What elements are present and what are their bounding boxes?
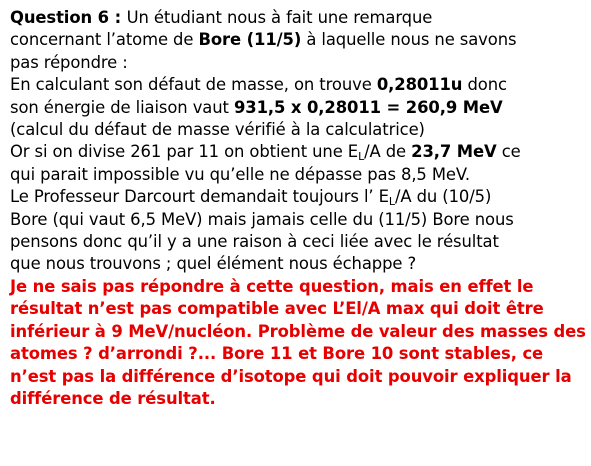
- question-line-11: pensons donc qu’il y a une raison à ceci liée avec le résultat: [10, 232, 499, 252]
- question-line-1: [10, 7, 582, 29]
- bold-bore-11-5: Bore (11/5): [198, 30, 302, 50]
- text-span: Or si on divise 261 par 11 on obtient une E: [10, 142, 359, 162]
- answer-line-4: atomes ? d’arrondi ?... Bore 11 et Bore 10 sont stables, ce: [10, 344, 544, 364]
- bold-binding-energy: 931,5 x 0,28011 = 260,9 MeV: [233, 97, 503, 117]
- question-line-5: [10, 97, 582, 119]
- bold-mass-defect: 0,28011u: [376, 75, 463, 95]
- question-line-2: [10, 29, 582, 51]
- text-span: à laquelle nous ne savons: [301, 30, 517, 50]
- question-block: [10, 7, 582, 276]
- answer-block: [10, 276, 586, 410]
- answer-line-2: résultat n’est pas compatible avec L’El/A max qui doit être: [10, 299, 544, 319]
- document-page: [10, 7, 586, 410]
- question-label: Question 6: [10, 8, 109, 27]
- subscript-l: L: [388, 195, 395, 209]
- text-span: son énergie de liaison vaut: [10, 97, 234, 117]
- text-span: En calculant son défaut de masse, on trouve: [10, 75, 377, 95]
- bold-energy-per-nucleon: 23,7 MeV: [411, 142, 497, 162]
- text-span: concernant l’atome de: [10, 30, 199, 50]
- question-line-4: [10, 74, 582, 96]
- text-span: Le Professeur Darcourt demandait toujours l’ E: [10, 187, 389, 207]
- question-line-3: pas répondre :: [10, 52, 128, 72]
- question-line-9: [10, 186, 582, 208]
- question-line-7: [10, 141, 582, 163]
- text-span: donc: [462, 75, 507, 95]
- question-line-10: Bore (qui vaut 6,5 MeV) mais jamais celle du (11/5) Bore nous: [10, 209, 514, 229]
- subscript-l: L: [358, 150, 365, 164]
- text-span: /A de: [364, 142, 412, 162]
- answer-line-1: Je ne sais pas répondre à cette question, mais en effet le: [10, 276, 534, 296]
- text-span: ce: [496, 142, 521, 162]
- question-line-8: qui parait impossible vu qu’elle ne dépasse pas 8,5 MeV.: [10, 164, 471, 184]
- question-text: Un étudiant nous à fait une remarque: [126, 8, 433, 27]
- answer-line-3: inférieur à 9 MeV/nucléon. Problème de valeur des masses des: [10, 321, 586, 341]
- question-line-6: (calcul du défaut de masse vérifié à la calculatrice): [10, 120, 425, 140]
- answer-line-6: différence de résultat.: [10, 388, 216, 408]
- question-label-colon: :: [108, 8, 127, 27]
- text-span: /A du (10/5): [394, 187, 492, 207]
- question-line-12: que nous trouvons ; quel élément nous échappe ?: [10, 254, 417, 274]
- answer-line-5: n’est pas la différence d’isotope qui doit pouvoir expliquer la: [10, 366, 572, 386]
